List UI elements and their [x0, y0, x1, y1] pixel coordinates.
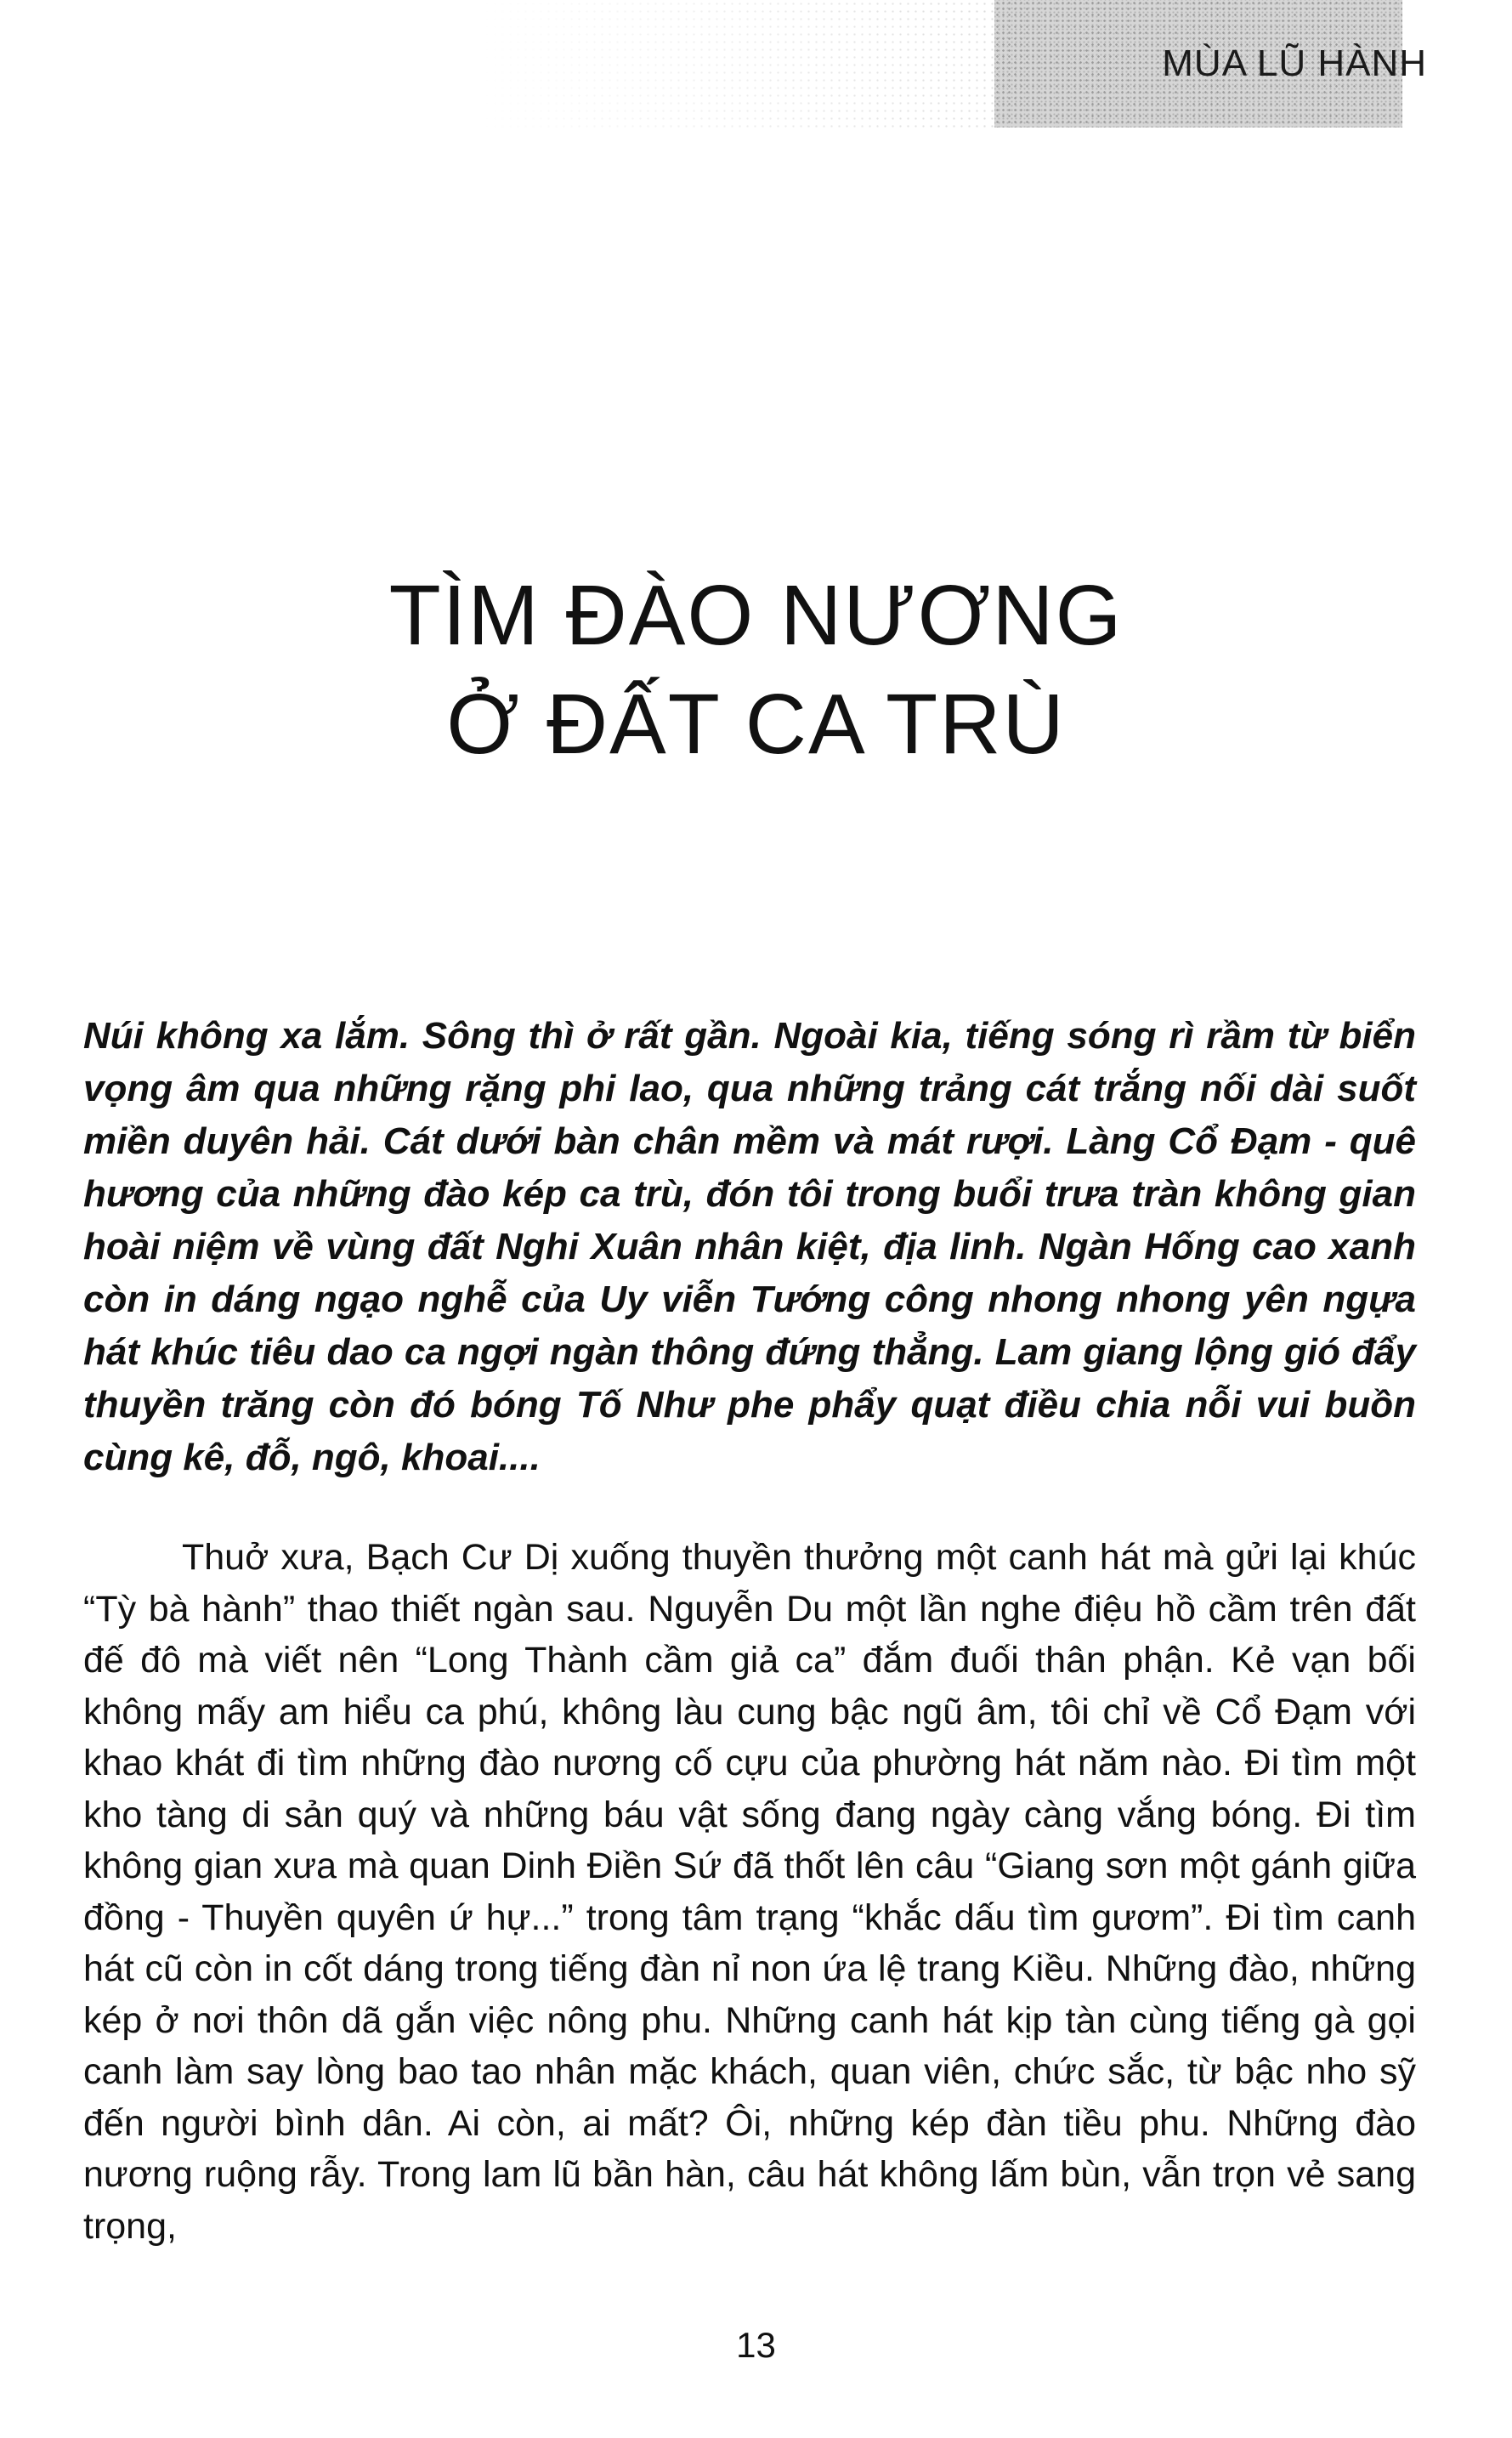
running-head: MÙA LŨ HÀNH	[1162, 43, 1427, 84]
chapter-title	[0, 561, 1512, 779]
chapter-title-line-2: Ở ĐẤT CA TRÙ	[446, 677, 1066, 772]
lead-paragraph: Núi không xa lắm. Sông thì ở rất gần. Ngoài kia, tiếng sóng rì rầm từ biển vọng âm qua những rặng phi lao, qua những trảng cát trắng nối dài suốt miền duyên hải. Cát dưới bàn chân mềm và mát rượi. Làng Cổ Đạm - quê hương của những đào kép ca trù, đón tôi trong buổi trưa tràn không gian hoài niệm về vùng đất Nghi Xuân nhân kiệt, địa linh. Ngàn Hống cao xanh còn in dáng ngạo nghễ của Uy viễn Tướng công nhong nhong yên ngựa hát khúc tiêu dao ca ngợi ngàn thông đứng thẳng. Lam giang lộng gió đẩy thuyền trăng còn đó bóng Tố Như phe phẩy quạt điều chia nỗi vui buồn cùng kê, đỗ, ngô, khoai....	[83, 1015, 1416, 1478]
chapter-title-line-1: TÌM ĐÀO NƯƠNG	[388, 568, 1124, 663]
body-paragraph: Thuở xưa, Bạch Cư Dị xuống thuyền thưởng một canh hát mà gửi lại khúc “Tỳ bà hành” thao thiết ngàn sau. Nguyễn Du một lần nghe điệu hồ cầm trên đất đế đô mà viết nên “Long Thành cầm giả ca” đắm đuối thân phận. Kẻ vạn bối không mấy am hiểu ca phú, không làu cung bậc ngũ âm, tôi chỉ về Cổ Đạm với khao khát đi tìm những đào nương cố cựu của phường hát năm nào. Đi tìm một kho tàng di sản quý và những báu vật sống đang ngày càng vắng bóng. Đi tìm không gian xưa mà quan Dinh Điền Sứ đã thốt lên câu “Giang sơn một gánh giữa đồng - Thuyền quyên ứ hự...” trong tâm trạng “khắc dấu tìm gươm”. Đi tìm canh hát cũ còn in cốt dáng trong tiếng đàn nỉ non ứa lệ trang Kiều. Những đào, những kép ở nơi thôn dã gắn việc nông phu. Những canh hát kịp tàn cùng tiếng gà gọi canh làm say lòng bao tao nhân mặc khách, quan viên, chức sắc, từ bậc nho sỹ đến người bình dân. Ai còn, ai mất? Ôi, những kép đàn tiều phu. Những đào nương ruộng rẫy. Trong lam lũ bần hàn, câu hát không lấm bùn, vẫn trọn vẻ sang trọng,	[83, 1537, 1416, 2247]
header-halftone-fade	[476, 0, 1003, 128]
page-number: 13	[736, 2325, 776, 2365]
